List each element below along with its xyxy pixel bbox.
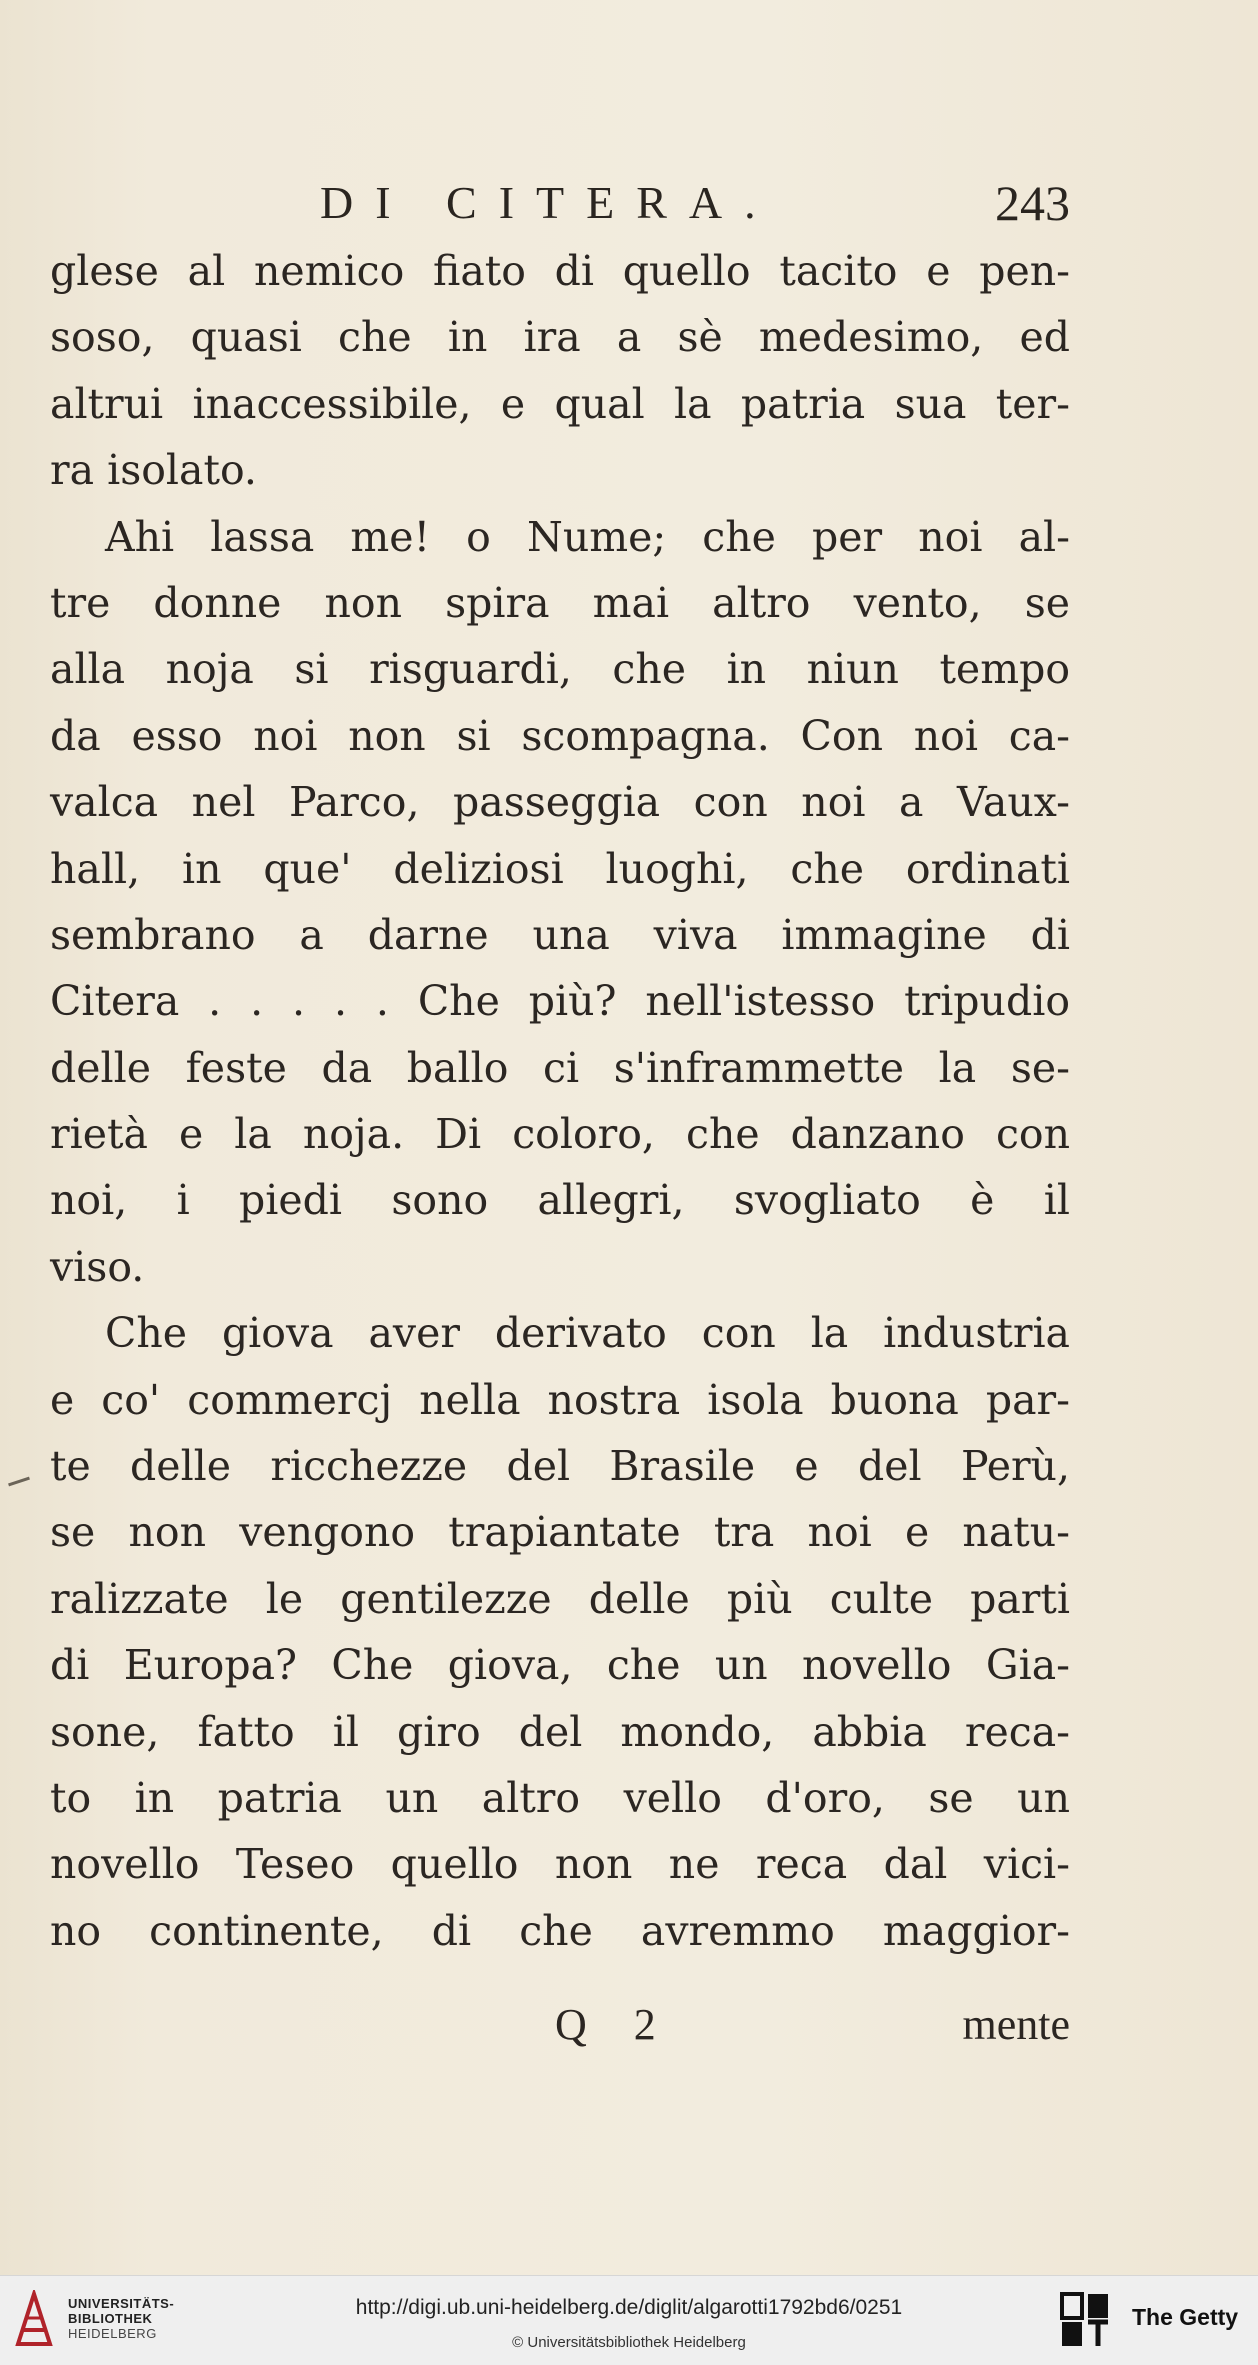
text-line: to in patria un altro vello d'oro, se un	[50, 1773, 1070, 1822]
text-line: ralizzate le gentilezze delle più culte parti	[50, 1574, 1070, 1623]
text-line: da esso noi non si scompagna. Con noi ca-	[50, 711, 1070, 760]
ub-name-line-1: UNIVERSITÄTS-	[68, 2296, 175, 2311]
ub-name-line-3: HEIDELBERG	[68, 2326, 157, 2341]
text-line: alla noja si risguardi, che in niun tempo	[50, 645, 1070, 694]
text-line: altrui inaccessibile, e qual la patria sua ter-	[50, 379, 1070, 428]
copyright-notice: © Universitätsbibliothek Heidelberg	[512, 2334, 746, 2351]
text-line: viso.	[50, 1242, 145, 1291]
page-header	[50, 168, 1070, 238]
text-line: se non vengono trapiantate tra noi e natu-	[50, 1508, 1070, 1557]
text-line: sone, fatto il giro del mondo, abbia reca-	[50, 1707, 1070, 1756]
text-line: rietà e la noja. Di coloro, che danzano con	[50, 1110, 1070, 1159]
pencil-mark	[8, 1477, 30, 1487]
text-line: valca nel Parco, passeggia con noi a Vaux-	[50, 778, 1070, 827]
text-line: noi, i piedi sono allegri, svogliato è il	[50, 1176, 1070, 1225]
permalink-url[interactable]: http://digi.ub.uni-heidelberg.de/diglit/algarotti1792bd6/0251	[355, 2296, 903, 2319]
getty-name: The Getty	[1132, 2304, 1239, 2330]
text-line: soso, quasi che in ira a sè medesimo, ed	[50, 313, 1070, 362]
page-footer	[50, 1990, 1070, 2060]
getty-logo-icon[interactable]	[1060, 2292, 1110, 2348]
viewer-footer	[0, 2275, 1258, 2365]
text-line: ra isolato.	[50, 446, 257, 495]
body-text	[50, 238, 1070, 1964]
text-line: di Europa? Che giova, che un novello Gia-	[50, 1641, 1070, 1690]
text-line: Ahi lassa me! o Nume; che per noi al-	[105, 512, 1070, 561]
text-line: no continente, di che avremmo maggior-	[50, 1906, 1070, 1955]
text-line: sembrano a darne una viva immagine di	[50, 910, 1070, 959]
catchword: mente	[962, 2000, 1070, 2049]
text-line: hall, in que' deliziosi luoghi, che ordinati	[50, 844, 1070, 893]
text-line: tre donne non spira mai altro vento, se	[50, 578, 1070, 627]
signature-mark: Q 2	[555, 2000, 674, 2049]
text-line: Che giova aver derivato con la industria	[105, 1309, 1070, 1358]
running-head: DI CITERA.	[320, 177, 778, 228]
text-line: glese al nemico fiato di quello tacito e pen-	[50, 247, 1070, 295]
text-line: novello Teseo quello non ne reca dal vici-	[50, 1840, 1070, 1889]
ub-name-line-2: BIBLIOTHEK	[68, 2311, 153, 2326]
text-line: delle feste da ballo ci s'inframmette la se-	[50, 1043, 1070, 1092]
text-line: Citera . . . . . Che più? nell'istesso tripudio	[50, 977, 1070, 1026]
text-line: e co' commercj nella nostra isola buona par-	[50, 1375, 1070, 1424]
page-number: 243	[995, 175, 1070, 231]
text-line: te delle ricchezze del Brasile e del Perù,	[50, 1442, 1070, 1491]
